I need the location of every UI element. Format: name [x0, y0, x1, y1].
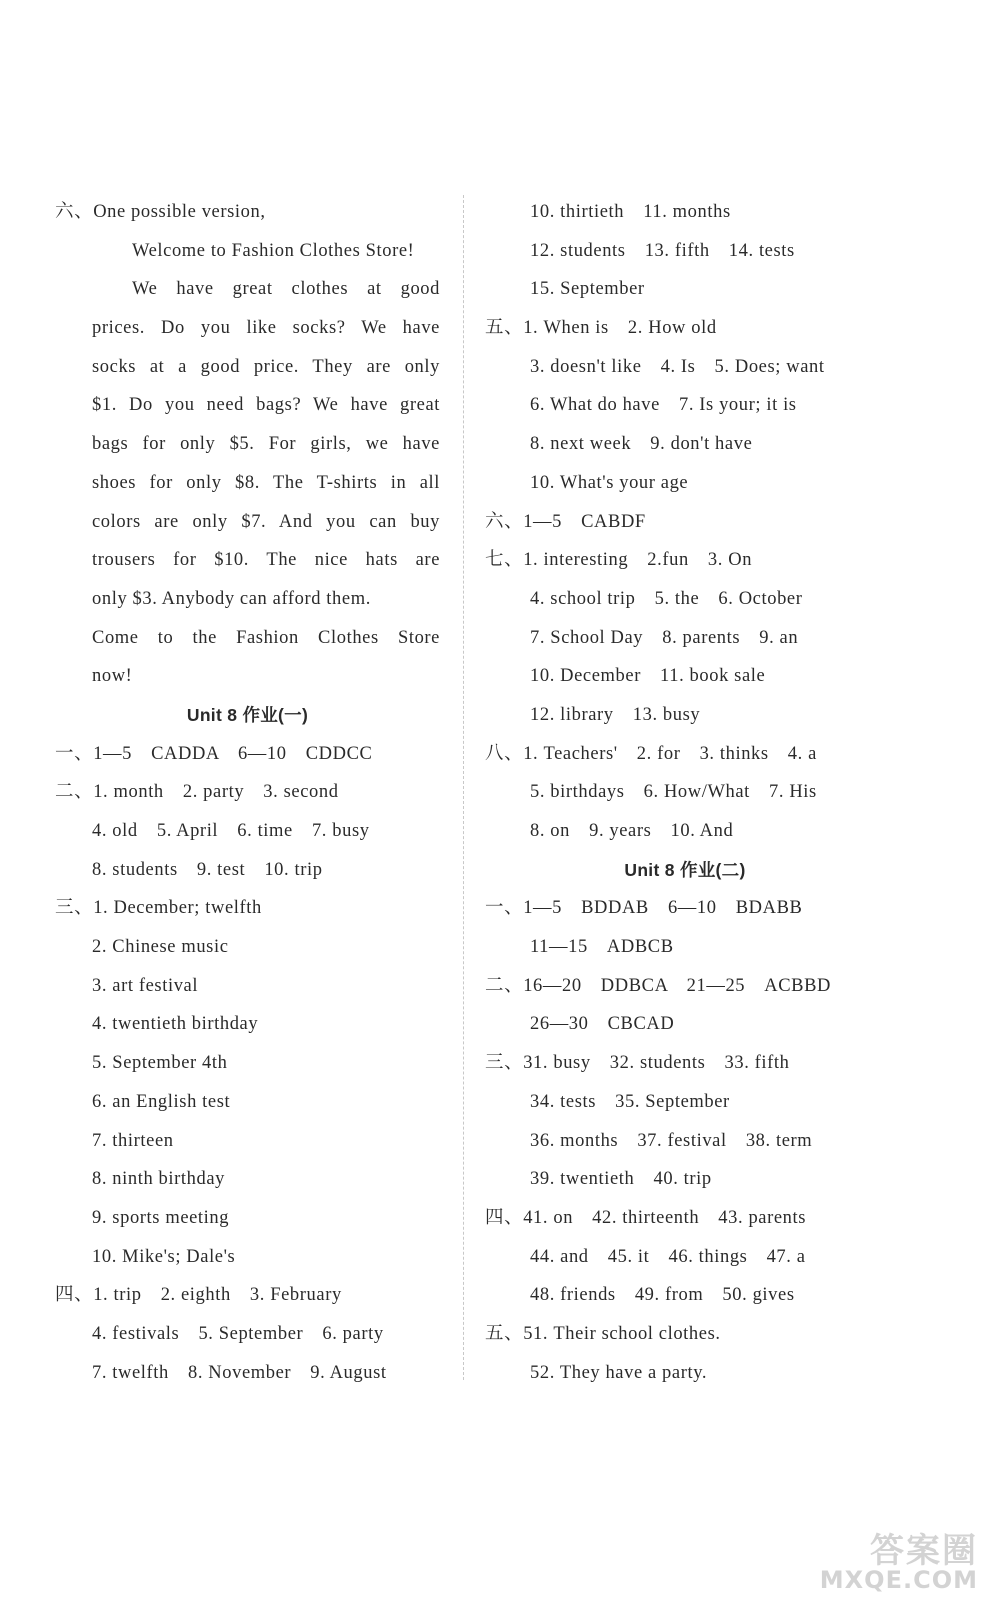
answer-line: 9. sports meeting [92, 1207, 230, 1228]
answer-line: 10. Mike's; Dale's [92, 1246, 236, 1267]
answer-line: 6. an English test [92, 1091, 231, 1112]
answer-line: 12. students 13. fifth 14. tests [530, 240, 795, 261]
essay-line: socks at a good price. They are only [92, 356, 440, 377]
essay-line: trousers for $10. The nice hats are [92, 550, 440, 571]
answer-line: 8. students 9. test 10. trip [92, 859, 323, 880]
answer-line: 10. What's your age [530, 472, 689, 493]
essay-line: We have great clothes at good [132, 279, 440, 300]
section-six-heading: 六、One possible version, [55, 202, 266, 222]
answer-line: 8. ninth birthday [92, 1169, 226, 1190]
answer-line: 5. September 4th [92, 1053, 228, 1074]
answer-line: 39. twentieth 40. trip [530, 1169, 712, 1190]
essay-line: Come to the Fashion Clothes Store [92, 627, 440, 648]
essay-line: prices. Do you like socks? We have [92, 318, 440, 339]
answer-line: 8. next week 9. don't have [530, 434, 753, 455]
unit-8-homework-1-heading: Unit 8 作业(一) [186, 704, 309, 725]
answer-line: 3. doesn't like 4. Is 5. Does; want [530, 356, 825, 377]
answer-line: 15. September [530, 279, 645, 300]
answer-line: 4. twentieth birthday [92, 1014, 259, 1035]
answer-line: 36. months 37. festival 38. term [530, 1130, 813, 1151]
answer-line: 二、1. month 2. party 3. second [55, 782, 339, 803]
answer-line: 四、1. trip 2. eighth 3. February [55, 1285, 342, 1306]
answer-line: 52. They have a party. [530, 1362, 708, 1383]
answer-line: 4. old 5. April 6. time 7. busy [92, 821, 370, 841]
answer-line: 11—15 ADBCB [530, 937, 674, 958]
answer-line: 44. and 45. it 46. things 47. a [530, 1246, 806, 1267]
essay-line: bags for only $5. For girls, we have [92, 434, 440, 455]
answer-line: 四、41. on 42. thirteenth 43. parents [485, 1207, 807, 1228]
essay-line: colors are only $7. And you can buy [92, 511, 440, 532]
answer-line: 34. tests 35. September [530, 1091, 730, 1112]
answer-line: 26—30 CBCAD [530, 1014, 675, 1035]
answer-line: 二、16—20 DDBCA 21—25 ACBBD [485, 975, 831, 996]
answer-line: 12. library 13. busy [530, 704, 701, 725]
watermark-logo-text: 答案圈 [870, 1531, 978, 1571]
answer-line: 7. thirteen [92, 1130, 174, 1151]
answer-line: 5. birthdays 6. How/What 7. His [530, 782, 817, 803]
answer-line: 一、1—5 CADDA 6—10 CDDCC [55, 743, 373, 764]
answer-line: 2. Chinese music [92, 937, 229, 958]
essay-title: Welcome to Fashion Clothes Store! [132, 240, 415, 261]
answer-line: 10. December 11. book sale [530, 666, 766, 687]
answer-line: 八、1. Teachers' 2. for 3. thinks 4. a [485, 743, 817, 764]
answer-line: 10. thirtieth 11. months [530, 202, 731, 222]
essay-line: only $3. Anybody can afford them. [92, 588, 371, 609]
left-column [55, 193, 440, 1392]
essay-line: now! [92, 666, 133, 687]
essay-line: shoes for only $8. The T-shirts in all [92, 472, 440, 493]
answer-line: 五、51. Their school clothes. [485, 1323, 721, 1344]
answer-line: 48. friends 49. from 50. gives [530, 1285, 795, 1306]
watermark-url: MXQE.COM [819, 1566, 978, 1594]
unit-8-homework-2-heading: Unit 8 作业(二) [624, 859, 746, 880]
site-watermark [820, 1523, 978, 1594]
answer-line: 一、1—5 BDDAB 6—10 BDABB [485, 898, 803, 919]
answer-line: 7. School Day 8. parents 9. an [530, 627, 799, 648]
answer-line: 7. twelfth 8. November 9. August [92, 1362, 387, 1383]
essay-line: $1. Do you need bags? We have great [92, 395, 440, 416]
answer-line: 三、31. busy 32. students 33. fifth [485, 1053, 790, 1074]
answer-line: 七、1. interesting 2.fun 3. On [485, 550, 753, 571]
answer-line: 4. festivals 5. September 6. party [92, 1323, 384, 1344]
answer-line: 4. school trip 5. the 6. October [530, 588, 803, 609]
answer-line: 五、1. When is 2. How old [485, 318, 717, 339]
answer-line: 三、1. December; twelfth [55, 898, 262, 919]
answer-line: 6. What do have 7. Is your; it is [530, 395, 797, 416]
right-column [485, 193, 885, 1392]
answer-line: 8. on 9. years 10. And [530, 821, 734, 841]
answer-line: 3. art festival [92, 975, 199, 996]
answer-line: 六、1—5 CABDF [485, 511, 646, 532]
column-divider [463, 195, 464, 1380]
